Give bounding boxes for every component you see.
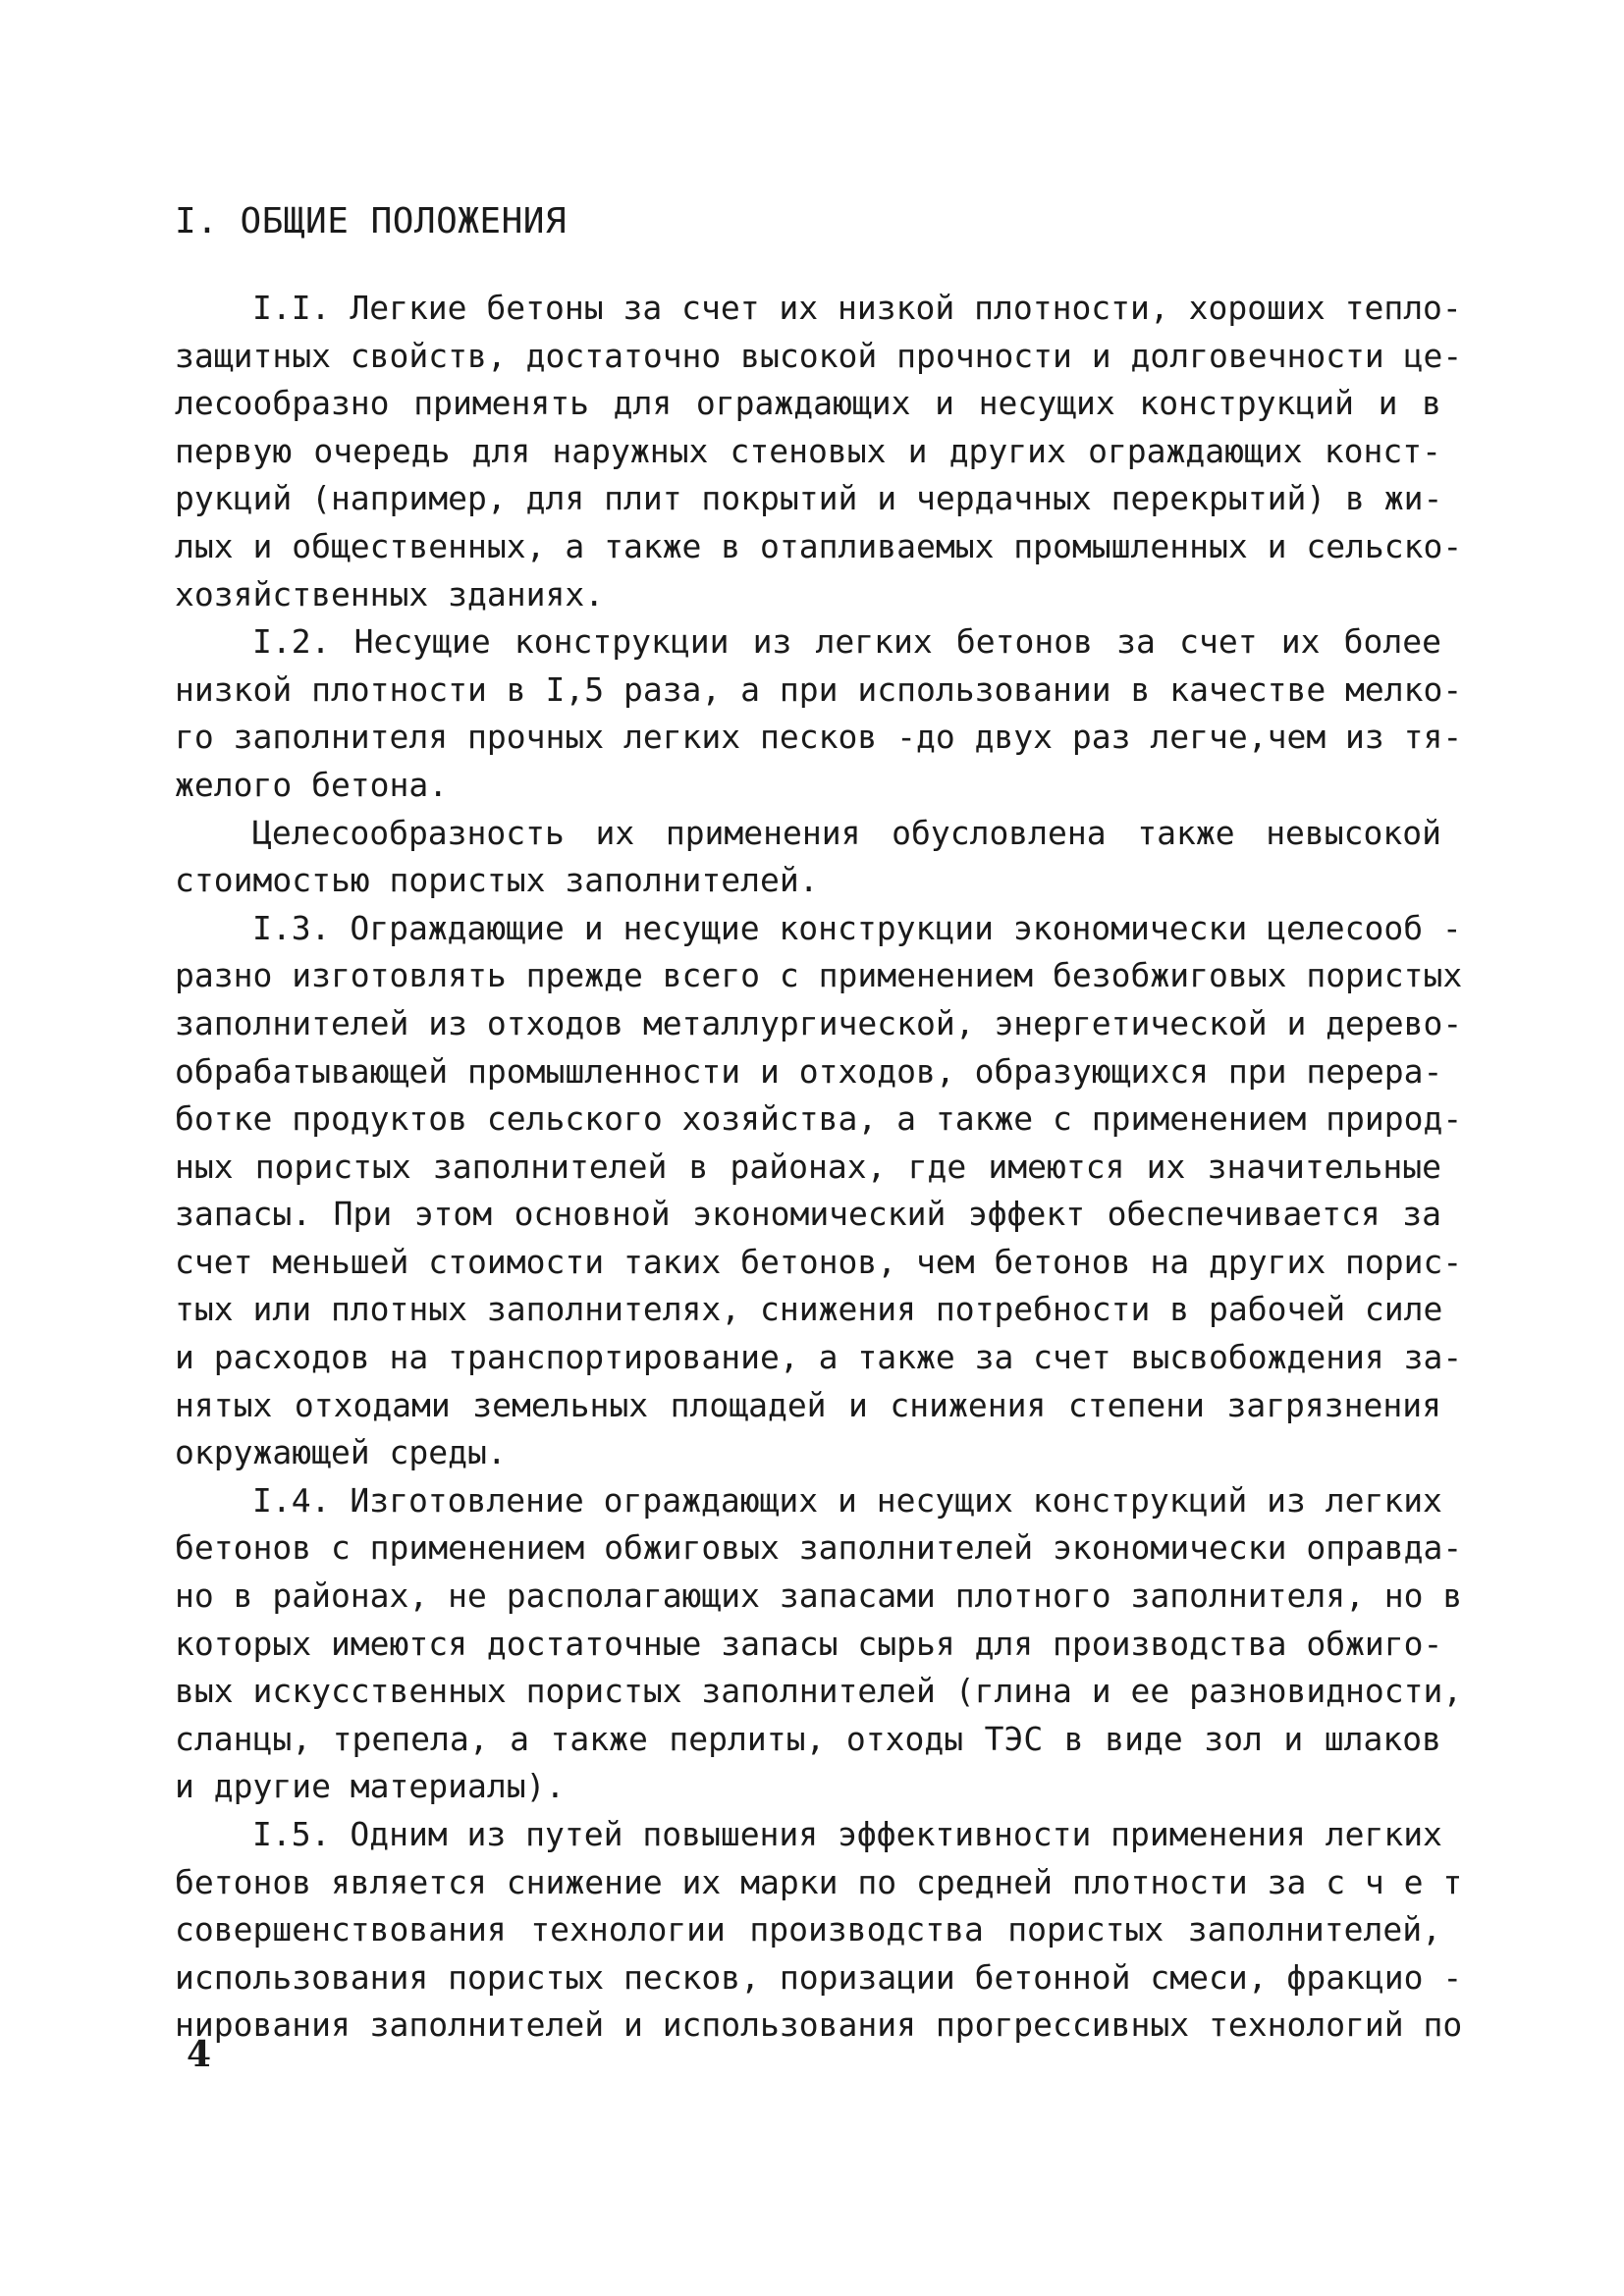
text-line: стоимостью пористых заполнителей. bbox=[175, 861, 819, 900]
text-line: низкой плотности в I,5 раза, а при использовании в качестве мелко- bbox=[175, 669, 1463, 709]
text-line: ных пористых заполнителей в районах, где имеются их значительные bbox=[175, 1147, 1441, 1186]
text-line: лых и общественных, а также в отапливаемых промышленных и сельско- bbox=[175, 526, 1463, 565]
text-line: нятых отходами земельных площадей и снижения степени загрязнения bbox=[175, 1385, 1441, 1424]
text-line: лесообразно применять для ограждающих и несущих конструкций и в bbox=[175, 384, 1441, 423]
text-line: бетонов с применением обжиговых заполнителей экономически оправда- bbox=[175, 1528, 1463, 1568]
text-line: совершенствования технологии производства пористых заполнителей, bbox=[175, 1910, 1441, 1949]
text-line: го заполнителя прочных легких песков -до двух раз легче,чем из тя- bbox=[175, 718, 1463, 757]
body-text bbox=[175, 285, 1463, 2050]
text-line: рукций (например, для плит покрытий и чердачных перекрытий) в жи- bbox=[175, 479, 1443, 518]
text-line: тых или плотных заполнителях, снижения потребности в рабочей силе bbox=[175, 1290, 1443, 1329]
text-line: но в районах, не располагающих запасами плотного заполнителя, но в bbox=[175, 1576, 1463, 1616]
text-line: ботке продуктов сельского хозяйства, а также с применением природ- bbox=[175, 1099, 1463, 1139]
text-line: защитных свойств, достаточно высокой прочности и долговечности це- bbox=[175, 336, 1463, 375]
text-line: разно изготовлять прежде всего с применением безобжиговых пористых bbox=[175, 956, 1463, 995]
text-line: окружающей среды. bbox=[175, 1433, 507, 1472]
text-line: I.3. Ограждающие и несущие конструкции экономически целесооб - bbox=[252, 908, 1462, 947]
text-line: Целесообразность их применения обусловлена также невысокой bbox=[252, 813, 1441, 852]
section-heading: I. ОБЩИЕ ПОЛОЖЕНИЯ bbox=[175, 201, 568, 241]
text-line: и расходов на транспортирование, а также за счет высвобождения за- bbox=[175, 1338, 1463, 1377]
text-line: I.2. Несущие конструкции из легких бетонов за счет их более bbox=[252, 622, 1441, 662]
text-line: которых имеются достаточные запасы сырья для производства обжиго- bbox=[175, 1624, 1443, 1663]
text-line: первую очередь для наружных стеновых и других ограждающих конст- bbox=[175, 431, 1441, 470]
text-line: обрабатывающей промышленности и отходов, образующихся при перера- bbox=[175, 1051, 1443, 1091]
page-number: 4 bbox=[187, 2034, 212, 2075]
text-line: вых искусственных пористых заполнителей (глина и ее разновидности, bbox=[175, 1672, 1463, 1711]
text-line: использования пористых песков, поризации бетонной смеси, фракцио - bbox=[175, 1957, 1463, 1997]
text-line: запасы. При этом основной экономический эффект обеспечивается за bbox=[175, 1195, 1441, 1234]
text-line: I.4. Изготовление ограждающих и несущих конструкций из легких bbox=[252, 1480, 1442, 1520]
text-line: I.5. Одним из путей повышения эффективности применения легких bbox=[252, 1815, 1442, 1853]
text-line: бетонов является снижение их марки по средней плотности за с ч е т bbox=[175, 1862, 1463, 1901]
text-line: счет меньшей стоимости таких бетонов, чем бетонов на других порис- bbox=[175, 1242, 1463, 1281]
text-line: нирования заполнителей и использования прогрессивных технологий по bbox=[175, 2005, 1463, 2045]
text-line: заполнителей из отходов металлургической, энергетической и дерево- bbox=[175, 1003, 1463, 1042]
text-line: I.I. Легкие бетоны за счет их низкой плотности, хороших тепло- bbox=[252, 289, 1462, 327]
text-line: сланцы, трепела, а также перлиты, отходы ТЭС в виде зол и шлаков bbox=[175, 1719, 1441, 1758]
text-line: желого бетона. bbox=[175, 765, 449, 804]
text-line: и другие материалы). bbox=[175, 1767, 566, 1806]
text-line: хозяйственных зданиях. bbox=[175, 574, 605, 614]
